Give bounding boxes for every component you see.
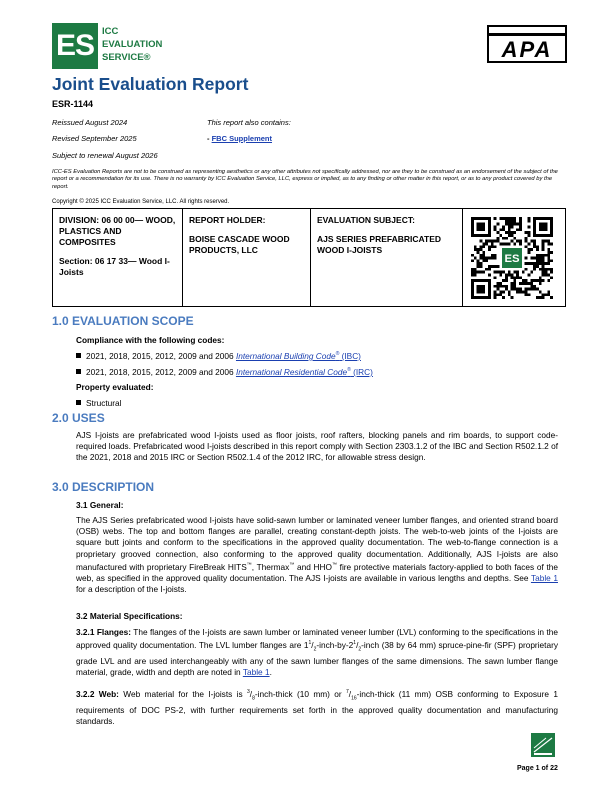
irc-bullet: [76, 367, 373, 377]
general-text-a: The AJS Series prefabricated wood I-joists have solid-sawn lumber or laminated veneer lumber flanges, and oriented strand board (OSB) webs. The top and bottom flanges are parallel, creating constant-depth joists. The web-to-web joints of the I-joists are square butt joints and conform to the specifications in the approved quality documentation. The web-to-flange connection is a proprietary grooved connection, also conforming to the approved quality documentation. Additionally, AJS I-joists are also manufactured with proprietary FireBreak HITS: [76, 515, 558, 572]
es-line-2: EVALUATION: [102, 39, 163, 50]
irc-link[interactable]: International Residential Code® (IRC): [235, 367, 373, 377]
ibc-years: 2021, 2018, 2015, 2012, 2009 and 2006: [86, 351, 236, 361]
flanges-text-d: .: [269, 667, 272, 678]
frac-denominator: 8: [252, 695, 255, 702]
es-wordmark: [102, 25, 162, 64]
section-1-heading: 1.0 EVALUATION SCOPE: [52, 314, 194, 328]
general-text-b: , Thermax: [251, 561, 290, 572]
section-3-heading: 3.0 DESCRIPTION: [52, 480, 155, 494]
tm-mark: ™: [289, 561, 295, 568]
es-line-1: ICC: [102, 26, 119, 37]
flanges-text-a: The flanges of the I-joists are sawn lumber or laminated veneer lumber (LVL) conforming to the specifications in the approved quality documentation. The LVL lumber flanges are 1: [76, 627, 558, 650]
report-title: Joint Evaluation Report: [52, 74, 249, 94]
general-text-e: for a description of the I-joists.: [76, 583, 187, 594]
frac-numerator: 7: [346, 689, 349, 695]
disclaimer: ICC-ES Evaluation Reports are not to be construed as representing aesthetics or any other attributes not specifically addressed, nor are they to be construed as an endorsement of the subject of the report or a recommendation for its use. There is no warranty by ICC Evaluation Service, LLC, express or implied, as to any finding or other matter in this report, or as to any product covered by the report.: [52, 169, 558, 190]
ibc-bullet: [76, 351, 361, 361]
uses-paragraph: AJS I-joists are prefabricated wood I-joists used as floor joists, roof rafters, blocking panels and rim boards, to support code-required loads. Prefabricated wood I-joists described in this report comply with Section 2303.1.2 of the IBC and Section R502.1.2 of the 2021, 2018 and 2015 IRC or Section R502.1.4 of the 2012 IRC, for allowable stress design.: [76, 430, 558, 463]
irc-link-text: International Residential Code: [235, 367, 348, 377]
fbc-supplement-link[interactable]: FBC Supplement: [211, 134, 273, 143]
qr-es-badge-text: ES: [504, 253, 520, 266]
flanges-paragraph: 3.2.1 Flanges: The flanges of the I-joists are sawn lumber or laminated veneer lumber (LVL) conforming to the specifications in the approved quality documentation. The LVL lumber flanges are $1^1/_2-inch-by-2^1/_2$-inch (38 by 64 mm) spruce-pine-fir (SPF) proprietary grade LVL and are used interchangeably with any of the sawn lumber flanges of the same dimensions. The sawn lumber flange material, grade, width and depth are noted in Table 1.: [76, 627, 558, 678]
revised-date: Revised September 2025: [52, 134, 137, 143]
frac-denominator: 16: [351, 695, 357, 702]
report-info-table: [52, 208, 566, 307]
general-text-d: fire protective materials factory-applied to both faces of the web, as specified in the approved quality documentation. The AJS I-joists are available in various lengths and depths. See: [76, 561, 558, 583]
irc-years: 2021, 2018, 2015, 2012, 2009 and 2006: [86, 367, 236, 377]
table-1-link[interactable]: Table 1: [242, 667, 270, 678]
table-1-link[interactable]: Table 1: [530, 572, 558, 583]
apa-wordmark: APA: [501, 37, 553, 62]
flanges-text-b: -inch-by-2: [316, 639, 354, 650]
flanges-text-c: -inch (38 by 64 mm) spruce-pine-fir (SPF) proprietary grade LVL and are used interchangeably with any of the sawn lumber flanges of the same dimensions. The sawn lumber flange material, grade, width and depth are noted in: [76, 639, 558, 678]
renewal-date: Subject to renewal August 2026: [52, 151, 158, 160]
general-paragraph: [76, 515, 558, 595]
apa-logo: [487, 25, 567, 63]
section-2-heading: 2.0 USES: [52, 411, 105, 425]
frac-numerator: 1: [308, 640, 312, 647]
bullet-square-icon: [76, 353, 81, 358]
structural-text: Structural: [86, 398, 122, 408]
web-text-b: -inch-thick (10 mm) or: [254, 688, 346, 699]
irc-link-suffix: (IRC): [350, 367, 373, 377]
division-text: DIVISION: 06 00 00— WOOD, PLASTICS AND COMPOSITES: [59, 215, 176, 247]
page-number: Page 1 of 22: [517, 765, 558, 772]
web-text-c: -inch-thick (11 mm) OSB conforming to Exposure 1 requirements of DOC PS-2, with further requirements set forth in the approved quality documentation and manufacturing standards.: [76, 688, 559, 726]
web-text-a: Web material for the I-joists is: [118, 688, 247, 699]
frac-denominator: 2: [358, 646, 362, 653]
frac-numerator: 3: [246, 689, 250, 695]
tm-mark: ™: [246, 561, 252, 568]
report-number: ESR-1144: [52, 99, 94, 109]
structural-bullet: [76, 398, 122, 408]
report-holder-name: BOISE CASCADE WOOD PRODUCTS, LLC: [189, 234, 290, 255]
bullet-square-icon: [76, 369, 81, 374]
flanges-heading: 3.2.1 Flanges:: [76, 627, 131, 637]
property-heading: Property evaluated:: [76, 382, 154, 392]
report-holder-label: REPORT HOLDER:: [189, 215, 266, 225]
evaluation-subject-name: AJS SERIES PREFABRICATED WOOD I-JOISTS: [317, 234, 442, 255]
copyright: Copyright © 2025 ICC Evaluation Service, LLC. All rights reserved.: [52, 199, 230, 205]
compliance-heading: Compliance with the following codes:: [76, 335, 225, 345]
bullet-square-icon: [76, 400, 81, 405]
evaluation-subject-label: EVALUATION SUBJECT:: [317, 215, 415, 225]
tm-mark: ™: [331, 561, 337, 568]
contains-label: This report also contains:: [207, 118, 291, 127]
section-text: Section: 06 17 33— Wood I-Joists: [59, 256, 170, 277]
material-specs-heading: 3.2 Material Specifications:: [76, 611, 183, 621]
general-text-c: and HHO: [294, 561, 332, 572]
frac-denominator: 2: [313, 646, 317, 653]
ibc-link-suffix: (IBC): [339, 351, 361, 361]
accreditation-logo-icon: [531, 733, 555, 757]
division-cell: [53, 209, 183, 306]
reissued-date: Reissued August 2024: [52, 118, 128, 127]
frac-numerator: 1: [353, 640, 357, 647]
apa-logo-bar: [489, 33, 565, 36]
es-mark: ES: [52, 23, 98, 69]
ibc-link[interactable]: International Building Code® (IBC): [235, 351, 361, 361]
qr-code-icon[interactable]: [471, 217, 553, 299]
es-line-3: SERVICE®: [102, 52, 151, 63]
web-heading: 3.2.2 Web:: [76, 688, 119, 699]
icc-es-logo: [52, 23, 163, 69]
fbc-prefix: -: [207, 134, 212, 143]
ibc-link-text: International Building Code: [235, 351, 336, 361]
evaluation-subject-cell: [311, 209, 463, 306]
web-paragraph: 3.2.2 Web: Web material for the I-joists is $^3/_8-inch$-thick (10 mm) or $^7/_{16}-inch$-thick (11 mm) OSB conforming to Exposure 1 requirements of DOC PS-2, with further requirements set forth in the approved quality documentation and manufacturing standards.: [76, 688, 559, 726]
fbc-supplement-entry: [207, 134, 272, 143]
report-holder-cell: [183, 209, 311, 306]
general-heading: 3.1 General:: [76, 500, 124, 510]
